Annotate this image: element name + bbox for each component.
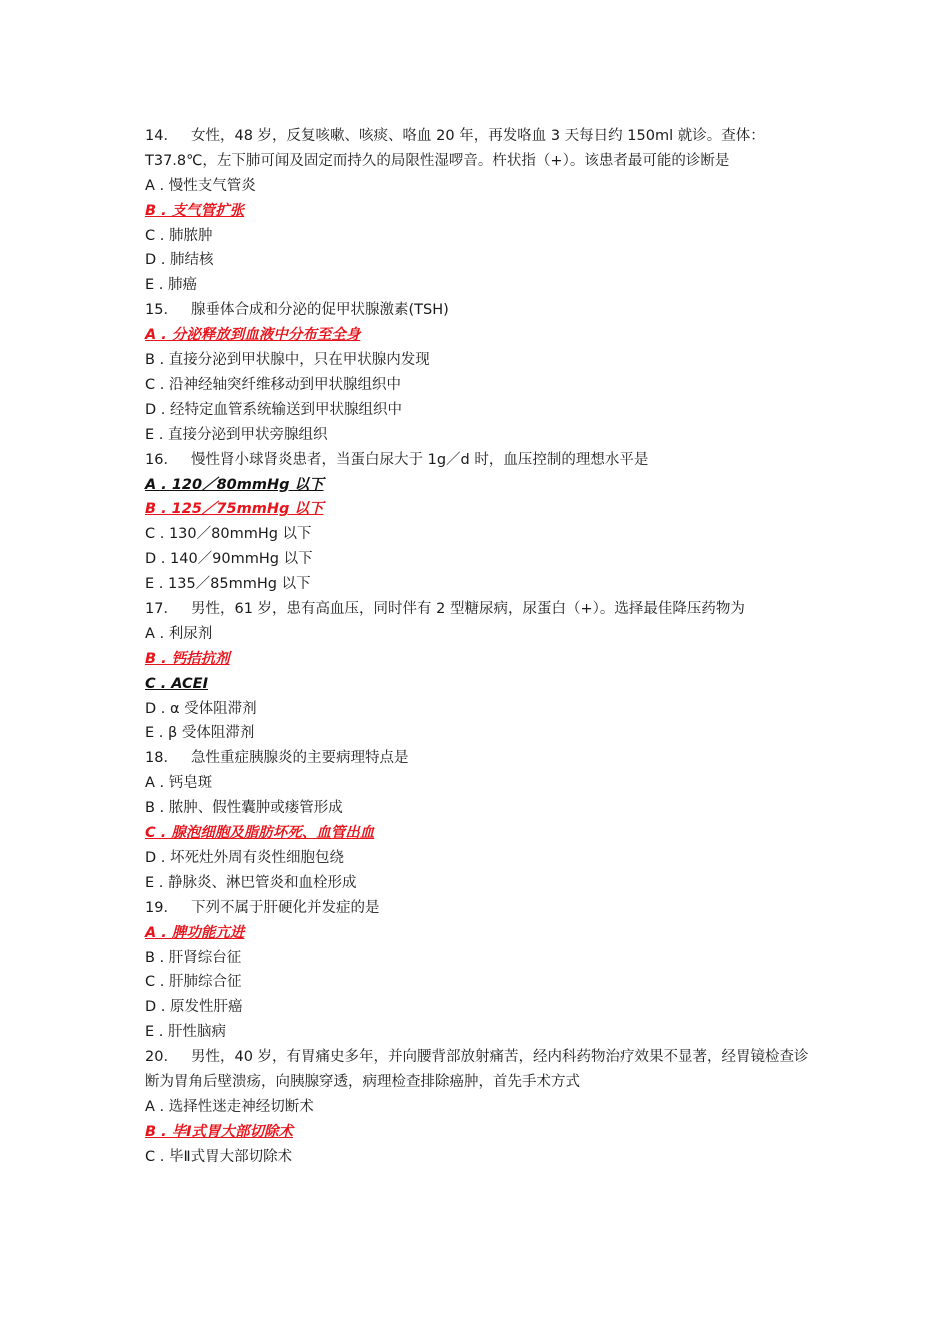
- answer-option: [145, 423, 810, 448]
- option-text: A . 慢性支气管炎: [145, 177, 256, 194]
- option-text: B . 脓肿、假性囊肿或瘘管形成: [145, 800, 343, 817]
- option-text: A . 分泌释放到血液中分布至全身: [145, 327, 361, 344]
- question-stem: [145, 448, 810, 473]
- answer-option-marked: [145, 473, 810, 498]
- answer-option: [145, 522, 810, 547]
- answer-option: [145, 871, 810, 896]
- answer-option: [145, 946, 810, 971]
- question-stem: [145, 597, 810, 622]
- answer-option: [145, 796, 810, 821]
- option-text: B . 125／75mmHg 以下: [145, 501, 324, 518]
- option-text: A . 脾功能亢进: [145, 924, 245, 941]
- answer-option: [145, 547, 810, 572]
- answer-option: [145, 697, 810, 722]
- option-text: B . 肝肾综台征: [145, 949, 242, 966]
- answer-option: [145, 1095, 810, 1120]
- answer-option: [145, 995, 810, 1020]
- option-text: B . 毕Ⅰ式胃大部切除术: [145, 1123, 294, 1140]
- option-text: C . 肝肺综合征: [145, 974, 242, 991]
- option-text: D . 140／90mmHg 以下: [145, 551, 313, 568]
- answer-option-marked: [145, 497, 810, 522]
- option-text: D . 经特定血管系统输送到甲状腺组织中: [145, 401, 402, 418]
- option-text: E . 静脉炎、淋巴管炎和血栓形成: [145, 874, 357, 891]
- question-stem: [145, 746, 810, 771]
- option-text: C . 沿神经轴突纤维移动到甲状腺组织中: [145, 376, 401, 393]
- question-number: 20．: [145, 1049, 178, 1066]
- question-block: [145, 1045, 810, 1169]
- question-text: 男性，40 岁，有胃痛史多年，并向腰背部放射痛苦，经内科药物治疗效果不显著，经胃镜检查诊断为胃角后壁溃疡，向胰腺穿透，病理检查排除癌肿，首先手术方式: [145, 1049, 809, 1090]
- question-stem: [145, 1045, 810, 1095]
- option-text: D . 原发性肝癌: [145, 999, 243, 1016]
- option-text: C . 肺脓肿: [145, 227, 213, 244]
- answer-option: [145, 248, 810, 273]
- question-block: [145, 896, 810, 1045]
- option-text: A . 利尿剂: [145, 625, 213, 642]
- option-text: A . 钙皂斑: [145, 775, 213, 792]
- answer-option-marked: [145, 821, 810, 846]
- question-number: 19．: [145, 899, 178, 916]
- option-text: C . 毕Ⅱ式胃大部切除术: [145, 1148, 293, 1165]
- question-text: 腺垂体合成和分泌的促甲状腺激素(TSH): [191, 302, 449, 319]
- answer-option: [145, 846, 810, 871]
- question-text: 女性，48 岁，反复咳嗽、咳痰、咯血 20 年，再发咯血 3 天每日约 150ml 就诊。查体：T37.8℃，左下肺可闻及固定而持久的局限性湿啰音。杵状指（+）。该患者最可能的诊断是: [145, 128, 765, 169]
- option-text: D . 坏死灶外周有炎性细胞包绕: [145, 849, 344, 866]
- option-text: E . β 受体阻滞剂: [145, 725, 255, 742]
- answer-option: [145, 970, 810, 995]
- document-page: [145, 124, 810, 1170]
- option-text: C . 腺泡细胞及脂肪坏死、血管出血: [145, 825, 375, 842]
- question-stem: [145, 124, 810, 174]
- question-stem: [145, 896, 810, 921]
- answer-option: [145, 174, 810, 199]
- question-number: 18．: [145, 750, 178, 767]
- option-text: A . 选择性迷走神经切断术: [145, 1098, 314, 1115]
- question-stem: [145, 298, 810, 323]
- answer-option-marked: [145, 323, 810, 348]
- answer-option: [145, 1020, 810, 1045]
- answer-option-marked: [145, 921, 810, 946]
- answer-option: [145, 398, 810, 423]
- answer-option: [145, 348, 810, 373]
- question-text: 急性重症胰腺炎的主要病理特点是: [191, 750, 409, 767]
- answer-option-marked: [145, 647, 810, 672]
- question-text: 下列不属于肝硬化并发症的是: [191, 899, 380, 916]
- answer-option-marked: [145, 1120, 810, 1145]
- question-block: [145, 448, 810, 597]
- question-block: [145, 298, 810, 447]
- option-text: E . 肺癌: [145, 277, 197, 294]
- option-text: C . 130／80mmHg 以下: [145, 526, 312, 543]
- answer-option: [145, 721, 810, 746]
- option-text: E . 135／85mmHg 以下: [145, 576, 311, 593]
- answer-option-marked: [145, 199, 810, 224]
- answer-option: [145, 224, 810, 249]
- answer-option-marked: [145, 672, 810, 697]
- question-block: [145, 124, 810, 298]
- option-text: B . 支气管扩张: [145, 202, 245, 219]
- option-text: D . 肺结核: [145, 252, 214, 269]
- question-number: 14．: [145, 128, 178, 144]
- question-text: 男性，61 岁，患有高血压，同时伴有 2 型糖尿病，尿蛋白（+）。选择最佳降压药物为: [191, 600, 745, 617]
- answer-option: [145, 1145, 810, 1170]
- question-number: 17．: [145, 600, 178, 617]
- option-text: B . 钙拮抗剂: [145, 650, 230, 667]
- option-text: D . α 受体阻滞剂: [145, 700, 257, 717]
- answer-option: [145, 572, 810, 597]
- question-text: 慢性肾小球肾炎患者，当蛋白尿大于 1g／d 时，血压控制的理想水平是: [191, 451, 649, 468]
- option-text: C . ACEI: [145, 675, 208, 692]
- answer-option: [145, 771, 810, 796]
- answer-option: [145, 373, 810, 398]
- option-text: A . 120／80mmHg 以下: [145, 476, 324, 493]
- question-block: [145, 746, 810, 895]
- question-block: [145, 597, 810, 746]
- option-text: E . 直接分泌到甲状旁腺组织: [145, 426, 328, 443]
- answer-option: [145, 273, 810, 298]
- answer-option: [145, 622, 810, 647]
- question-number: 16．: [145, 451, 178, 468]
- question-number: 15．: [145, 302, 178, 319]
- option-text: E . 肝性脑病: [145, 1024, 226, 1041]
- option-text: B . 直接分泌到甲状腺中，只在甲状腺内发现: [145, 352, 430, 369]
